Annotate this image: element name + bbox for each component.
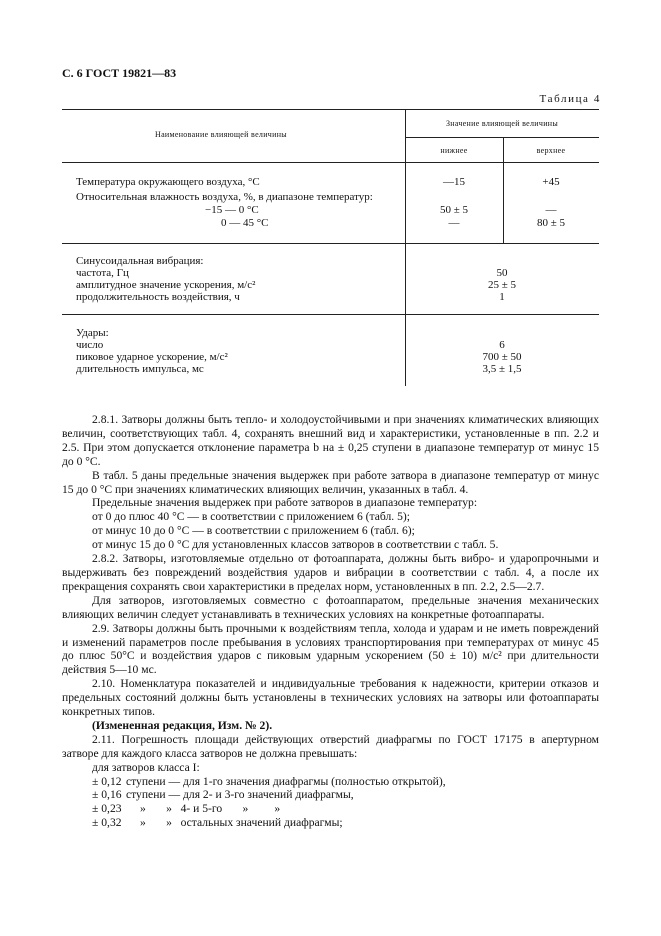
- row-label-count: число: [76, 339, 104, 351]
- body-text: [62, 413, 599, 830]
- paragraph-2-10: 2.10. Номенклатура показателей и индивидуальные требования к надежности, критерии отказов и предельных состояний должны быть установлены в технических условиях на затворы или фотоаппараты конкретных типов.: [62, 677, 599, 719]
- tolerance-description: » » 4- и 5-го » »: [140, 802, 281, 816]
- column-header-value: Значение влияющей величины: [445, 119, 559, 128]
- column-header-name: Наименование влияющей величины: [155, 130, 287, 139]
- upper-value-humidity-1: —: [545, 204, 557, 216]
- value-acceleration: 25 ± 5: [487, 279, 517, 291]
- upper-value-humidity-2: 80 ± 5: [536, 217, 566, 229]
- tolerance-value: ± 0,16: [92, 788, 122, 802]
- tolerance-value: ± 0,12: [92, 774, 122, 788]
- list-line-0-40: от 0 до плюс 40 °С — в соответствии с приложением 6 (табл. 5);: [92, 510, 410, 524]
- paragraph-table5: В табл. 5 даны предельные значения выдержек при работе затвора в диапазоне температур от минус 15 до 0 °С при значениях климатических влияющих величин, указанных в табл. 4.: [62, 468, 599, 496]
- row-label-acceleration: амплитудное значение ускорения, м/с²: [76, 279, 256, 291]
- column-header-upper: верхнее: [536, 146, 566, 155]
- tolerance-description: ступени — для 2- и 3-го значений диафрагмы,: [126, 788, 354, 802]
- paragraph-2-11: 2.11. Погрешность площади действующих отверстий диафрагмы по ГОСТ 17175 в апертурном затворе для каждого класса затворов не должна превышать:: [62, 732, 599, 760]
- row-label-range-minus15: −15 — 0 °С: [205, 204, 259, 216]
- row-label-vibration: Синусоидальная вибрация:: [76, 255, 204, 267]
- row-label-humidity: Относительная влажность воздуха, %, в диапазоне температур:: [76, 191, 373, 203]
- paragraph-limits-intro: Предельные значения выдержек при работе затворов в диапазоне температур:: [92, 496, 478, 510]
- upper-value-temperature: +45: [542, 176, 560, 188]
- row-label-frequency: частота, Гц: [76, 267, 129, 279]
- tolerance-row-3: [62, 802, 599, 816]
- value-pulse-duration: 3,5 ± 1,5: [482, 363, 522, 375]
- column-header-lower: нижнее: [440, 146, 468, 155]
- page-header: С. 6 ГОСТ 19821—83: [62, 66, 177, 80]
- table-group-rule-1: [62, 243, 599, 244]
- tolerance-row-1: [62, 775, 599, 789]
- table-top-rule: [62, 109, 599, 110]
- row-label-shocks: Удары:: [76, 327, 109, 339]
- table-caption: Таблица 4: [539, 93, 601, 105]
- value-count: 6: [499, 339, 505, 351]
- row-label-range-0-45: 0 — 45 °С: [221, 217, 269, 229]
- lower-value-temperature: —15: [443, 176, 465, 188]
- list-line-minus15-0: от минус 15 до 0 °С для установленных классов затворов в соответствии с табл. 5.: [92, 538, 499, 552]
- paragraph-class-1: для затворов класса I:: [92, 760, 200, 774]
- list-line-minus10-0: от минус 10 до 0 °С — в соответствии с приложением 6 (табл. 6);: [92, 524, 415, 538]
- lower-value-humidity-1: 50 ± 5: [439, 204, 469, 216]
- tolerance-description: ступени — для 1-го значения диафрагмы (полностью открытой),: [126, 774, 446, 788]
- value-duration: 1: [499, 291, 505, 303]
- row-label-peak-acceleration: пиковое ударное ускорение, м/с²: [76, 351, 228, 363]
- paragraph-2-9: 2.9. Затворы должны быть прочными к воздействиям тепла, холода и ударам и не иметь повреждений и изменений параметров после пребывания в условиях транспортирования при температурах от минус 45 до плюс 50°С и воздействия ударов с пиковым ударным ускорением (50 ± 10) м/с² при длительности действия 5—10 мс.: [62, 621, 599, 677]
- row-label-temperature: Температура окружающего воздуха, °С: [76, 176, 260, 188]
- tolerance-row-4: [62, 816, 599, 830]
- tolerance-value: ± 0,32: [92, 816, 122, 830]
- value-frequency: 50: [496, 267, 508, 279]
- value-peak-acceleration: 700 ± 50: [482, 351, 522, 363]
- paragraph-amendment-note: (Измененная редакция, Изм. № 2).: [92, 718, 273, 732]
- tolerance-description: » » остальных значений диафрагмы;: [140, 816, 343, 830]
- paragraph-combined-shutters: Для затворов, изготовляемых совместно с фотоаппаратом, предельные значения механических влияющих величин следует устанавливать в технических условиях на конкретные фотоаппараты.: [62, 593, 599, 621]
- paragraph-2-8-1: 2.8.1. Затворы должны быть тепло- и холодоустойчивыми и при значениях климатических влияющих величин, соответствующих табл. 4, сохранять внешний вид и характеристики, установленные в пп. 2.2 и 2.5. При этом допускается отклонение параметра b на ± 0,25 ступени в диапазоне температур от минус 15 до 0 °С.: [62, 413, 599, 468]
- row-label-duration: продолжительность воздействия, ч: [76, 291, 240, 303]
- tolerance-row-2: [62, 788, 599, 802]
- lower-value-humidity-2: —: [448, 217, 460, 229]
- table-header-rule: [62, 162, 599, 163]
- tolerance-value: ± 0,23: [92, 802, 122, 816]
- table-group-rule-2: [62, 314, 599, 315]
- table-subheader-rule: [405, 137, 599, 138]
- paragraph-2-8-2: 2.8.2. Затворы, изготовляемые отдельно от фотоаппарата, должны быть вибро- и ударопрочными и выдерживать без повреждений воздействия ударов и вибрации в соответствии с табл. 4, а после их прекращения сохранять свои характеристики в пределах норм, установленных в пп. 2.2, 2.5—2.7.: [62, 552, 599, 593]
- row-label-pulse-duration: длительность импульса, мс: [76, 363, 204, 375]
